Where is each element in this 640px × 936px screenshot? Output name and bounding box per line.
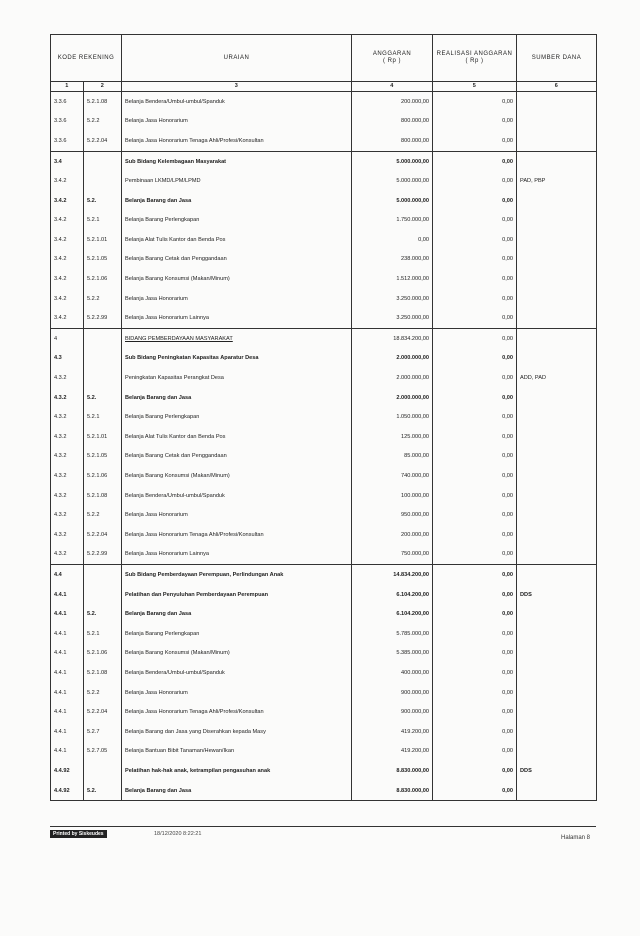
kode-2-cell: 5.2.1.08 [84, 486, 122, 506]
uraian-cell: Belanja Barang Konsumsi (Makan/Minum) [122, 644, 352, 664]
sumber-dana-cell [517, 781, 597, 801]
realisasi-cell: 0,00 [433, 92, 517, 112]
sumber-dana-cell [517, 604, 597, 624]
anggaran-cell: 419.200,00 [352, 742, 433, 762]
realisasi-cell: 0,00 [433, 269, 517, 289]
kode-2-cell: 5.2.1.08 [84, 92, 122, 112]
sumber-dana-cell [517, 211, 597, 231]
uraian-text: BIDANG PEMBERDAYAAN MASYARAKAT [125, 335, 233, 342]
kode-1-cell: 3.4.2 [51, 191, 84, 211]
kode-1-cell: 3.4.2 [51, 309, 84, 329]
realisasi-cell: 0,00 [433, 466, 517, 486]
sumber-dana-cell [517, 624, 597, 644]
sumber-dana-cell [517, 250, 597, 270]
sumber-dana-cell [517, 112, 597, 132]
anggaran-cell: 8.830.000,00 [352, 781, 433, 801]
anggaran-cell: 5.000.000,00 [352, 151, 433, 171]
header-realisasi-unit: ( Rp ) [465, 58, 484, 64]
realisasi-cell: 0,00 [433, 624, 517, 644]
table-row [51, 565, 597, 585]
table-row [51, 269, 597, 289]
table-row [51, 427, 597, 447]
anggaran-cell: 3.250.000,00 [352, 309, 433, 329]
kode-2-cell: 5.2.2 [84, 289, 122, 309]
realisasi-cell: 0,00 [433, 171, 517, 191]
realisasi-cell: 0,00 [433, 742, 517, 762]
anggaran-cell: 100.000,00 [352, 486, 433, 506]
anggaran-cell: 740.000,00 [352, 466, 433, 486]
table-row [51, 112, 597, 132]
realisasi-cell: 0,00 [433, 191, 517, 211]
kode-1-cell: 4.4.1 [51, 702, 84, 722]
kode-2-cell: 5.2. [84, 388, 122, 408]
kode-1-cell: 4.4.1 [51, 663, 84, 683]
kode-1-cell: 3.4.2 [51, 211, 84, 231]
realisasi-cell: 0,00 [433, 250, 517, 270]
kode-1-cell: 3.4.2 [51, 171, 84, 191]
uraian-cell: Belanja Barang dan Jasa [122, 604, 352, 624]
header-anggaran-label: ANGGARAN [372, 51, 412, 58]
kode-1-cell: 4.3.2 [51, 486, 84, 506]
kode-2-cell: 5.2.1.06 [84, 644, 122, 664]
table-row [51, 309, 597, 329]
table-row [51, 545, 597, 565]
realisasi-cell: 0,00 [433, 644, 517, 664]
print-timestamp: 18/12/2020 8:22:21 [154, 831, 202, 837]
table-row [51, 131, 597, 151]
kode-1-cell: 3.4.2 [51, 269, 84, 289]
anggaran-cell: 238.000,00 [352, 250, 433, 270]
table-row [51, 230, 597, 250]
sumber-dana-cell: PAD, PBP [517, 171, 597, 191]
uraian-cell: Sub Bidang Pemberdayaan Perempuan, Perlindungan Anak [122, 565, 352, 585]
table-row [51, 191, 597, 211]
header-uraian: URAIAN [122, 35, 352, 82]
uraian-cell: Belanja Bendera/Umbul-umbul/Spanduk [122, 486, 352, 506]
sumber-dana-cell [517, 329, 597, 349]
kode-1-cell: 3.4 [51, 151, 84, 171]
realisasi-cell: 0,00 [433, 585, 517, 605]
sumber-dana-cell [517, 644, 597, 664]
uraian-cell: Belanja Barang Cetak dan Penggandaan [122, 250, 352, 270]
anggaran-cell: 1.750.000,00 [352, 211, 433, 231]
anggaran-cell: 900.000,00 [352, 683, 433, 703]
kode-2-cell: 5.2.1 [84, 211, 122, 231]
realisasi-cell: 0,00 [433, 131, 517, 151]
table-row [51, 466, 597, 486]
realisasi-cell: 0,00 [433, 447, 517, 467]
realisasi-cell: 0,00 [433, 329, 517, 349]
anggaran-cell: 900.000,00 [352, 702, 433, 722]
sumber-dana-cell [517, 309, 597, 329]
anggaran-cell: 8.830.000,00 [352, 761, 433, 781]
realisasi-cell: 0,00 [433, 761, 517, 781]
header-anggaran [352, 35, 433, 82]
realisasi-cell: 0,00 [433, 211, 517, 231]
table-row [51, 250, 597, 270]
realisasi-cell: 0,00 [433, 486, 517, 506]
realisasi-cell: 0,00 [433, 604, 517, 624]
uraian-cell: Belanja Jasa Honorarium Tenaga Ahli/Profesi/Konsultan [122, 525, 352, 545]
uraian-cell: Belanja Jasa Honorarium Tenaga Ahli/Profesi/Konsultan [122, 702, 352, 722]
kode-2-cell: 5.2.2 [84, 112, 122, 132]
anggaran-cell: 5.785.000,00 [352, 624, 433, 644]
sumber-dana-cell [517, 269, 597, 289]
realisasi-cell: 0,00 [433, 151, 517, 171]
kode-2-cell [84, 349, 122, 369]
kode-2-cell [84, 761, 122, 781]
kode-2-cell: 5.2.1.06 [84, 466, 122, 486]
kode-1-cell: 4.3.2 [51, 388, 84, 408]
sumber-dana-cell: ADD, PAD [517, 368, 597, 388]
anggaran-cell: 2.000.000,00 [352, 349, 433, 369]
uraian-cell [122, 329, 352, 349]
uraian-cell: Belanja Jasa Honorarium [122, 683, 352, 703]
sumber-dana-cell [517, 545, 597, 565]
sumber-dana-cell [517, 388, 597, 408]
realisasi-cell: 0,00 [433, 349, 517, 369]
sumber-dana-cell [517, 289, 597, 309]
realisasi-cell: 0,00 [433, 565, 517, 585]
anggaran-cell: 1.050.000,00 [352, 408, 433, 428]
kode-2-cell: 5.2. [84, 604, 122, 624]
table-row [51, 408, 597, 428]
anggaran-cell: 5.000.000,00 [352, 191, 433, 211]
anggaran-cell: 419.200,00 [352, 722, 433, 742]
kode-2-cell: 5.2.2.04 [84, 702, 122, 722]
anggaran-cell: 14.834.200,00 [352, 565, 433, 585]
uraian-cell: Belanja Jasa Honorarium Lainnya [122, 309, 352, 329]
sumber-dana-cell [517, 230, 597, 250]
col-num-5: 5 [433, 82, 517, 92]
table-row [51, 644, 597, 664]
table-row [51, 368, 597, 388]
realisasi-cell: 0,00 [433, 408, 517, 428]
uraian-cell: Pelatihan dan Penyuluhan Pemberdayaan Perempuan [122, 585, 352, 605]
realisasi-cell: 0,00 [433, 525, 517, 545]
header-anggaran-unit: ( Rp ) [383, 58, 402, 64]
kode-2-cell: 5.2.2.99 [84, 309, 122, 329]
uraian-cell: Belanja Barang Cetak dan Penggandaan [122, 447, 352, 467]
anggaran-cell: 400.000,00 [352, 663, 433, 683]
table-row [51, 447, 597, 467]
uraian-cell: Belanja Barang dan Jasa [122, 191, 352, 211]
anggaran-cell: 3.250.000,00 [352, 289, 433, 309]
kode-1-cell: 3.3.6 [51, 112, 84, 132]
kode-2-cell [84, 585, 122, 605]
uraian-cell: Belanja Jasa Honorarium Lainnya [122, 545, 352, 565]
uraian-cell: Belanja Bantuan Bibit Tanaman/Hewan/Ikan [122, 742, 352, 762]
table-row [51, 742, 597, 762]
sumber-dana-cell [517, 131, 597, 151]
printed-by-badge: Printed by Siskeudes [50, 830, 107, 838]
sumber-dana-cell: DDS [517, 585, 597, 605]
uraian-cell: Sub Bidang Peningkatan Kapasitas Aparatur Desa [122, 349, 352, 369]
table-row [51, 761, 597, 781]
sumber-dana-cell [517, 505, 597, 525]
uraian-cell: Belanja Jasa Honorarium [122, 289, 352, 309]
sumber-dana-cell [517, 92, 597, 112]
uraian-cell: Peningkatan Kapasitas Perangkat Desa [122, 368, 352, 388]
anggaran-cell: 125.000,00 [352, 427, 433, 447]
page-number: Halaman 8 [560, 835, 590, 841]
table-row [51, 329, 597, 349]
sumber-dana-cell [517, 742, 597, 762]
kode-2-cell: 5.2.7 [84, 722, 122, 742]
kode-1-cell: 4.4.1 [51, 742, 84, 762]
uraian-cell: Belanja Alat Tulis Kantor dan Benda Pos [122, 230, 352, 250]
table-row [51, 683, 597, 703]
sumber-dana-cell [517, 702, 597, 722]
kode-2-cell [84, 368, 122, 388]
col-num-6: 6 [517, 82, 597, 92]
kode-1-cell: 4.3.2 [51, 466, 84, 486]
kode-1-cell: 3.3.6 [51, 131, 84, 151]
table-row [51, 585, 597, 605]
realisasi-cell: 0,00 [433, 427, 517, 447]
sumber-dana-cell [517, 427, 597, 447]
realisasi-cell: 0,00 [433, 388, 517, 408]
realisasi-cell: 0,00 [433, 112, 517, 132]
sumber-dana-cell [517, 722, 597, 742]
kode-2-cell: 5.2.1.01 [84, 427, 122, 447]
kode-2-cell: 5.2.2.04 [84, 525, 122, 545]
sumber-dana-cell [517, 151, 597, 171]
anggaran-cell: 5.000.000,00 [352, 171, 433, 191]
kode-2-cell: 5.2.2.04 [84, 131, 122, 151]
realisasi-cell: 0,00 [433, 702, 517, 722]
anggaran-cell: 6.104.200,00 [352, 585, 433, 605]
anggaran-cell: 800.000,00 [352, 131, 433, 151]
table-row [51, 722, 597, 742]
sumber-dana-cell [517, 349, 597, 369]
kode-1-cell: 4.3.2 [51, 505, 84, 525]
kode-1-cell: 4.3.2 [51, 447, 84, 467]
uraian-cell: Belanja Barang dan Jasa yang Diserahkan kepada Masy [122, 722, 352, 742]
sumber-dana-cell [517, 408, 597, 428]
table-row [51, 211, 597, 231]
uraian-cell: Belanja Jasa Honorarium [122, 505, 352, 525]
col-num-3: 3 [122, 82, 352, 92]
realisasi-cell: 0,00 [433, 663, 517, 683]
kode-1-cell: 3.4.2 [51, 230, 84, 250]
kode-1-cell: 4.3.2 [51, 525, 84, 545]
kode-2-cell: 5.2.7.05 [84, 742, 122, 762]
uraian-cell: Belanja Jasa Honorarium [122, 112, 352, 132]
kode-1-cell: 4.4.1 [51, 585, 84, 605]
header-kode-rekening: KODE REKENING [51, 35, 122, 82]
col-num-2: 2 [84, 82, 122, 92]
kode-1-cell: 3.4.2 [51, 289, 84, 309]
kode-1-cell: 4.4.1 [51, 644, 84, 664]
kode-2-cell: 5.2. [84, 781, 122, 801]
uraian-cell: Sub Bidang Kelembagaan Masyarakat [122, 151, 352, 171]
anggaran-cell: 200.000,00 [352, 525, 433, 545]
sumber-dana-cell [517, 191, 597, 211]
sumber-dana-cell [517, 447, 597, 467]
realisasi-cell: 0,00 [433, 368, 517, 388]
realisasi-cell: 0,00 [433, 781, 517, 801]
col-num-4: 4 [352, 82, 433, 92]
kode-2-cell [84, 565, 122, 585]
kode-2-cell: 5.2.1.05 [84, 447, 122, 467]
realisasi-cell: 0,00 [433, 309, 517, 329]
header-realisasi [433, 35, 517, 82]
realisasi-cell: 0,00 [433, 289, 517, 309]
kode-1-cell: 4.4.1 [51, 604, 84, 624]
kode-2-cell: 5.2. [84, 191, 122, 211]
table-row [51, 171, 597, 191]
table-row [51, 388, 597, 408]
uraian-cell: Belanja Barang dan Jasa [122, 781, 352, 801]
anggaran-cell: 2.000.000,00 [352, 368, 433, 388]
anggaran-cell: 200.000,00 [352, 92, 433, 112]
sumber-dana-cell: DDS [517, 761, 597, 781]
table-row [51, 289, 597, 309]
uraian-cell: Belanja Barang Perlengkapan [122, 211, 352, 231]
kode-1-cell: 4.4.1 [51, 624, 84, 644]
uraian-cell: Belanja Barang dan Jasa [122, 388, 352, 408]
uraian-cell: Pelatihan hak-hak anak, ketrampilan pengasuhan anak [122, 761, 352, 781]
anggaran-cell: 1.512.000,00 [352, 269, 433, 289]
anggaran-cell: 6.104.200,00 [352, 604, 433, 624]
kode-1-cell: 3.4.2 [51, 250, 84, 270]
anggaran-cell: 800.000,00 [352, 112, 433, 132]
uraian-cell: Belanja Barang Konsumsi (Makan/Minum) [122, 269, 352, 289]
kode-2-cell [84, 329, 122, 349]
realisasi-cell: 0,00 [433, 505, 517, 525]
table-row [51, 604, 597, 624]
kode-1-cell: 4.3 [51, 349, 84, 369]
header-realisasi-label: REALISASI ANGGARAN [436, 51, 513, 58]
table-row [51, 151, 597, 171]
sumber-dana-cell [517, 486, 597, 506]
table-row [51, 486, 597, 506]
kode-1-cell: 4.4 [51, 565, 84, 585]
sumber-dana-cell [517, 663, 597, 683]
table-row [51, 702, 597, 722]
anggaran-cell: 5.385.000,00 [352, 644, 433, 664]
anggaran-cell: 0,00 [352, 230, 433, 250]
kode-1-cell: 4.3.2 [51, 368, 84, 388]
budget-table [50, 34, 597, 801]
kode-1-cell: 4 [51, 329, 84, 349]
header-sumber-dana: SUMBER DANA [517, 35, 597, 82]
sumber-dana-cell [517, 565, 597, 585]
uraian-cell: Belanja Bendera/Umbul-umbul/Spanduk [122, 92, 352, 112]
table-row [51, 781, 597, 801]
anggaran-cell: 2.000.000,00 [352, 388, 433, 408]
kode-1-cell: 4.3.2 [51, 408, 84, 428]
sumber-dana-cell [517, 525, 597, 545]
realisasi-cell: 0,00 [433, 722, 517, 742]
kode-2-cell: 5.2.1 [84, 624, 122, 644]
budget-rows [51, 92, 597, 801]
kode-1-cell: 4.3.2 [51, 545, 84, 565]
kode-2-cell: 5.2.1 [84, 408, 122, 428]
uraian-cell: Belanja Barang Perlengkapan [122, 408, 352, 428]
kode-1-cell: 4.4.1 [51, 722, 84, 742]
table-row [51, 92, 597, 112]
uraian-cell: Belanja Bendera/Umbul-umbul/Spanduk [122, 663, 352, 683]
uraian-cell: Belanja Jasa Honorarium Tenaga Ahli/Profesi/Konsultan [122, 131, 352, 151]
kode-2-cell: 5.2.1.06 [84, 269, 122, 289]
uraian-cell: Pembinaan LKMD/LPM/LPMD [122, 171, 352, 191]
table-row [51, 349, 597, 369]
table-row [51, 624, 597, 644]
table-row [51, 663, 597, 683]
anggaran-cell: 950.000,00 [352, 505, 433, 525]
uraian-cell: Belanja Barang Perlengkapan [122, 624, 352, 644]
anggaran-cell: 18.834.200,00 [352, 329, 433, 349]
uraian-cell: Belanja Barang Konsumsi (Makan/Minum) [122, 466, 352, 486]
kode-2-cell: 5.2.2 [84, 683, 122, 703]
table-row [51, 505, 597, 525]
kode-2-cell: 5.2.1.05 [84, 250, 122, 270]
kode-2-cell [84, 171, 122, 191]
table-row [51, 525, 597, 545]
kode-2-cell: 5.2.2 [84, 505, 122, 525]
realisasi-cell: 0,00 [433, 683, 517, 703]
kode-2-cell: 5.2.2.99 [84, 545, 122, 565]
sumber-dana-cell [517, 683, 597, 703]
header-row [51, 35, 597, 82]
sumber-dana-cell [517, 466, 597, 486]
kode-2-cell: 5.2.1.08 [84, 663, 122, 683]
column-number-row [51, 82, 597, 92]
realisasi-cell: 0,00 [433, 545, 517, 565]
kode-2-cell: 5.2.1.01 [84, 230, 122, 250]
page-footer [50, 826, 596, 843]
kode-1-cell: 3.3.6 [51, 92, 84, 112]
uraian-cell: Belanja Alat Tulis Kantor dan Benda Pos [122, 427, 352, 447]
col-num-1: 1 [51, 82, 84, 92]
realisasi-cell: 0,00 [433, 230, 517, 250]
anggaran-cell: 750.000,00 [352, 545, 433, 565]
kode-1-cell: 4.4.1 [51, 683, 84, 703]
kode-1-cell: 4.4.92 [51, 761, 84, 781]
kode-2-cell [84, 151, 122, 171]
anggaran-cell: 85.000,00 [352, 447, 433, 467]
kode-1-cell: 4.4.92 [51, 781, 84, 801]
kode-1-cell: 4.3.2 [51, 427, 84, 447]
